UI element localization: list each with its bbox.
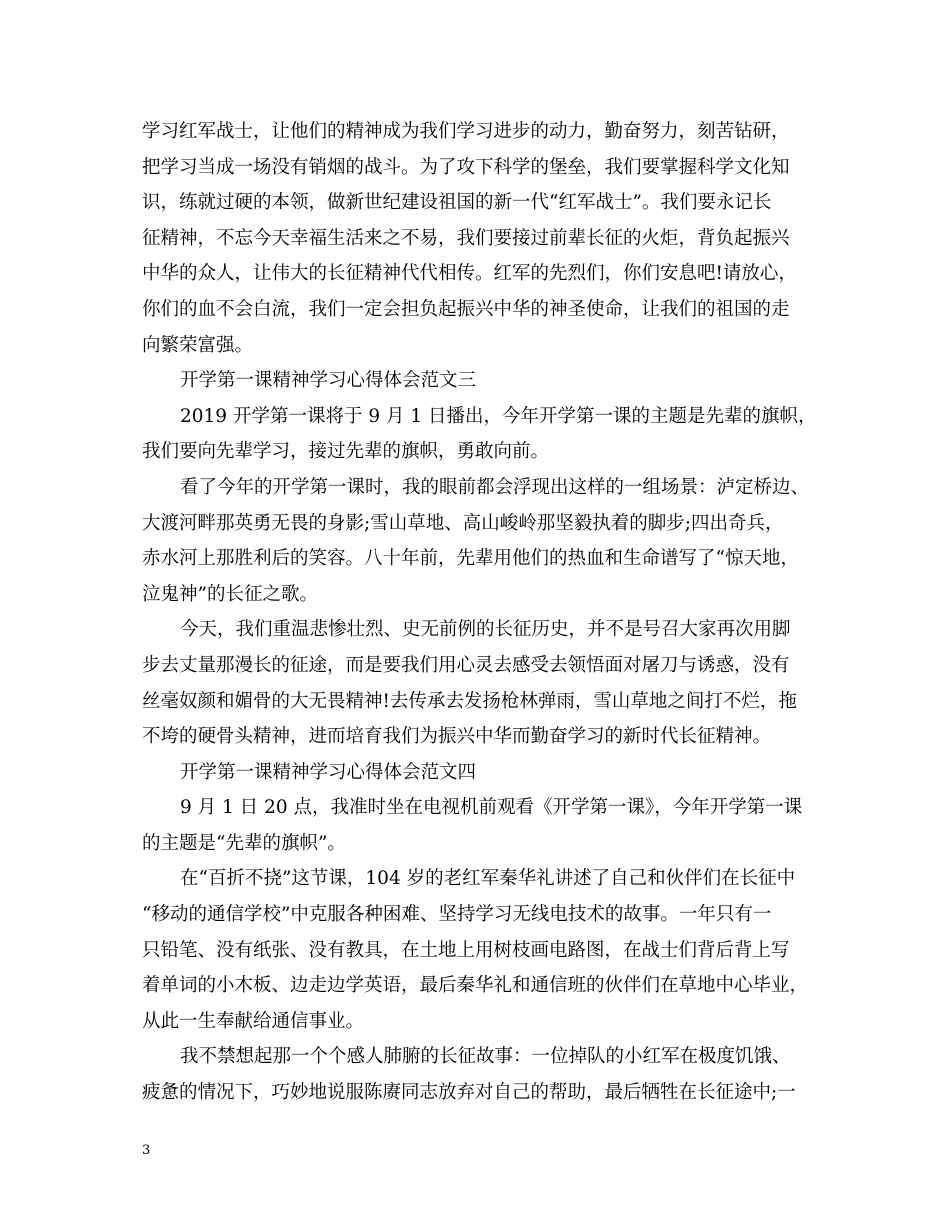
text-line: 学习红军战士，让他们的精神成为我们学习进步的动力，勤奋努力，刻苦钻研， [142, 121, 790, 142]
text-line: 在“百折不挠”这节课，104 岁的老红军秦华礼讲述了自己和伙伴们在长征中 [180, 868, 796, 890]
text-line: 疲惫的情况下，巧妙地说服陈赓同志放弃对自己的帮助，最后牺牲在长征途中;一 [142, 1082, 796, 1104]
text-line: 开学第一课精神学习心得体会范文三 [180, 370, 477, 392]
text-line: 步去丈量那漫长的征途，而是要我们用心灵去感受去领悟面对屠刀与诱惑，没有 [142, 654, 790, 676]
text-line: “移动的通信学校”中克服各种困难、坚持学习无线电技术的故事。一年只有一 [142, 904, 772, 926]
text-line: 赤水河上那胜利后的笑容。八十年前，先辈用他们的热血和生命谱写了“惊天地， [142, 548, 799, 570]
text-line: 开学第一课精神学习心得体会范文四 [180, 761, 477, 783]
text-line: 向繁荣富强。 [142, 334, 254, 356]
text-line: 的主题是“先辈的旗帜”。 [142, 832, 346, 854]
text-line: 征精神，不忘今天幸福生活来之不易，我们要接过前辈长征的火炬，背负起振兴 [142, 227, 790, 249]
text-line: 丝毫奴颜和媚骨的大无畏精神!去传承去发扬枪林弹雨，雪山草地之间打不烂，拖 [142, 690, 797, 712]
text-line: 今天，我们重温悲惨壮烈、史无前例的长征历史，并不是号召大家再次用脚 [180, 619, 791, 641]
text-line: 大渡河畔那英勇无畏的身影;雪山草地、高山峻岭那坚毅执着的脚步;四出奇兵， [142, 512, 784, 534]
text-line: 我们要向先辈学习，接过先辈的旗帜，勇敢向前。 [142, 441, 550, 463]
text-line: 泣鬼神”的长征之歌。 [142, 583, 318, 605]
text-line: 只铅笔、没有纸张、没有教具，在土地上用树枝画电路图，在战士们背后背上写 [142, 939, 790, 961]
text-line: 识，练就过硬的本领，做新世纪建设祖国的新一代“红军战士”。我们要永记长 [142, 192, 772, 214]
text-line: 把学习当成一场没有销烟的战斗。为了攻下科学的堡垒，我们要掌握科学文化知 [142, 156, 790, 178]
text-line: 你们的血不会白流，我们一定会担负起振兴中华的神圣使命，让我们的祖国的走 [142, 298, 790, 320]
text-line: 不垮的硬骨头精神，进而培育我们为振兴中华而勤奋学习的新时代长征精神。 [142, 726, 772, 748]
text-line: 我不禁想起那一个个感人肺腑的长征故事：一位掉队的小红军在极度饥饿、 [180, 1046, 791, 1068]
text-line: 从此一生奉献给通信事业。 [142, 1010, 365, 1032]
document-body [142, 114, 816, 1111]
text-line: 9 月 1 日 20 点，我准时坐在电视机前观看《开学第一课》，今年开学第一课 [180, 797, 803, 819]
body-text [142, 114, 816, 1111]
text-line: 中华的众人，让伟大的长征精神代代相传。红军的先烈们，你们安息吧!请放心， [142, 263, 797, 285]
text-line: 看了今年的开学第一课时，我的眼前都会浮现出这样的一组场景：泸定桥边、 [180, 476, 810, 498]
text-line: 着单词的小木板、边走边学英语，最后秦华礼和通信班的伙伴们在草地中心毕业， [142, 975, 809, 997]
page-number: 3 [142, 1143, 151, 1158]
text-line: 2019 开学第一课将于 9 月 1 日播出，今年开学第一课的主题是先辈的旗帜， [180, 405, 817, 427]
